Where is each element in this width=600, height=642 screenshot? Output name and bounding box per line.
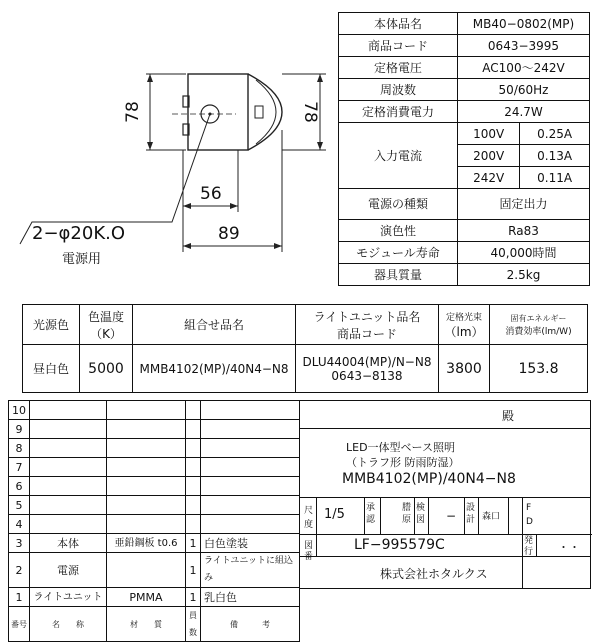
header-combo-name: 組合せ品名 [133, 305, 296, 345]
header-efficiency-unit: 消費効率(lm/W) [505, 326, 572, 337]
header-efficiency-label: 固有エネルギー [510, 313, 567, 323]
designer-stamp: 森口 [482, 512, 501, 522]
spec-current: 0.11A [520, 167, 590, 189]
row-number: 1 [9, 588, 30, 607]
spec-label: 入力電流 [339, 123, 458, 189]
spec-value: 24.7W [458, 101, 590, 123]
spec-value: 固定出力 [458, 189, 590, 220]
spec-label: 器具質量 [339, 264, 458, 286]
spec-current: 0.25A [520, 123, 590, 145]
issue-dots: ・・ [558, 541, 580, 554]
spec-table [338, 12, 590, 286]
spec-value: 0643−3995 [458, 35, 590, 57]
spec-voltage: 100V [458, 123, 520, 145]
spec-value: AC100〜242V [458, 57, 590, 79]
row-number: 9 [9, 420, 30, 439]
spec-label: 定格電圧 [339, 57, 458, 79]
spec-voltage: 200V [458, 145, 520, 167]
dim-width: 89 [218, 224, 240, 244]
row-number: 3 [9, 534, 30, 553]
spec-label: 定格消費電力 [339, 101, 458, 123]
row-number: 2 [9, 553, 30, 588]
approval-label-approve: 承認 [366, 503, 376, 525]
header-flux-unit: （lm） [444, 324, 484, 339]
footer-name-2: 称 [76, 619, 84, 629]
part-note: ライトユニットに組込み [201, 553, 300, 588]
footer-label-material [107, 607, 186, 642]
row-light-unit [296, 345, 439, 393]
spec-value: 50/60Hz [458, 79, 590, 101]
product-desc: LED一体型ベース照明 [346, 441, 455, 454]
header-light-color: 光源色 [23, 305, 80, 345]
row-number: 5 [9, 496, 30, 515]
row-efficiency: 153.8 [490, 345, 588, 393]
cap-slot [255, 106, 263, 118]
fixture-end-cap-inner [256, 80, 276, 144]
footer-mat-1: 材 [130, 619, 138, 629]
fixture-end-cap [248, 74, 282, 150]
spec-label: モジュール寿命 [339, 242, 458, 264]
row-number: 7 [9, 458, 30, 477]
part-material: 亜鉛鋼板 t0.6 [107, 534, 186, 553]
scale-value: 1/5 [324, 507, 345, 522]
footer-label-name [30, 607, 107, 642]
header-light-unit-code: 商品コード [336, 326, 397, 341]
header-flux [439, 305, 490, 345]
part-qty: 1 [186, 588, 201, 607]
part-name: 本体 [30, 534, 107, 553]
footer-label-number: 番号 [9, 607, 30, 642]
footer-name-1: 名 [52, 619, 60, 629]
product-name: MMB4102(MP)/40N4−N8 [342, 471, 516, 487]
issue-label: 発行 [524, 536, 534, 557]
row-flux: 3800 [439, 345, 490, 393]
header-color-temp [80, 305, 133, 345]
title-info [299, 400, 591, 589]
approval-label-check: 検図 [416, 503, 426, 525]
header-color-temp-unit: （K） [90, 326, 122, 341]
spec-label: 周波数 [339, 79, 458, 101]
spec-value: MB40−0802(MP) [458, 13, 590, 35]
part-name: ライトユニット [30, 588, 107, 607]
light-unit-table [22, 304, 588, 393]
part-material [107, 553, 186, 588]
row-color-temp: 5000 [80, 345, 133, 393]
header-flux-label: 定格光束 [445, 312, 482, 323]
footer-note-2: 考 [262, 619, 270, 629]
fd-label-2: D [526, 517, 533, 527]
row-number: 8 [9, 439, 30, 458]
footer-note-1: 備 [230, 619, 238, 629]
parts-list [8, 400, 300, 642]
row-number: 10 [9, 401, 30, 420]
scale-label-1: 尺 [304, 506, 314, 516]
part-qty: 1 [186, 534, 201, 553]
dim-height-left: 78 [122, 101, 143, 123]
spec-voltage: 242V [458, 167, 520, 189]
spec-label: 本体品名 [339, 13, 458, 35]
approval-label-design: 設計 [466, 503, 476, 525]
part-name: 電源 [30, 553, 107, 588]
part-material: PMMA [107, 588, 186, 607]
footer-label-note [201, 607, 300, 642]
spec-label: 電源の種類 [339, 189, 458, 220]
spec-label: 商品コード [339, 35, 458, 57]
spec-label: 演色性 [339, 220, 458, 242]
footer-mat-2: 質 [154, 619, 162, 629]
row-light-color: 昼白色 [23, 345, 80, 393]
row-combo-name: MMB4102(MP)/40N4−N8 [133, 345, 296, 393]
dim-height-right: 78 [299, 101, 320, 123]
dim-depth: 56 [200, 184, 222, 204]
spec-value: 40,000時間 [458, 242, 590, 264]
header-light-unit-label: ライトユニット品名 [313, 309, 421, 324]
drawing-no-label-1: 図 [304, 541, 314, 551]
product-sub: （トラフ形 防雨防湿） [346, 456, 460, 469]
part-note: 乳白色 [201, 588, 300, 607]
dash-mark: − [446, 509, 457, 523]
company-name: 株式会社ホタルクス [380, 567, 488, 581]
row-light-unit-name: DLU44004(MP)/N−N8 [302, 354, 432, 369]
row-number: 4 [9, 515, 30, 534]
hole-label: 2−φ20K.O [32, 223, 126, 244]
header-light-unit [296, 305, 439, 345]
drawing-no-label-2: 番 [304, 552, 314, 562]
approval-label-original: 謄原 [402, 503, 412, 525]
spec-value: 2.5kg [458, 264, 590, 286]
part-qty: 1 [186, 553, 201, 588]
row-number: 6 [9, 477, 30, 496]
addressee: 殿 [502, 409, 515, 423]
header-color-temp-label: 色温度 [87, 309, 124, 324]
fixture-drawing [0, 0, 335, 300]
spec-current: 0.13A [520, 145, 590, 167]
hole-note: 電源用 [62, 252, 102, 267]
part-note: 白色塗装 [201, 534, 300, 553]
drawing-number: LF−995579C [354, 537, 445, 553]
spec-value: Ra83 [458, 220, 590, 242]
title-block [8, 400, 592, 637]
fd-label-1: F [526, 503, 532, 513]
header-efficiency [490, 305, 588, 345]
scale-label-2: 度 [304, 520, 314, 530]
row-light-unit-code: 0643−8138 [331, 368, 403, 383]
footer-label-qty: 員数 [186, 607, 201, 642]
fixture-body-outline [188, 74, 248, 150]
